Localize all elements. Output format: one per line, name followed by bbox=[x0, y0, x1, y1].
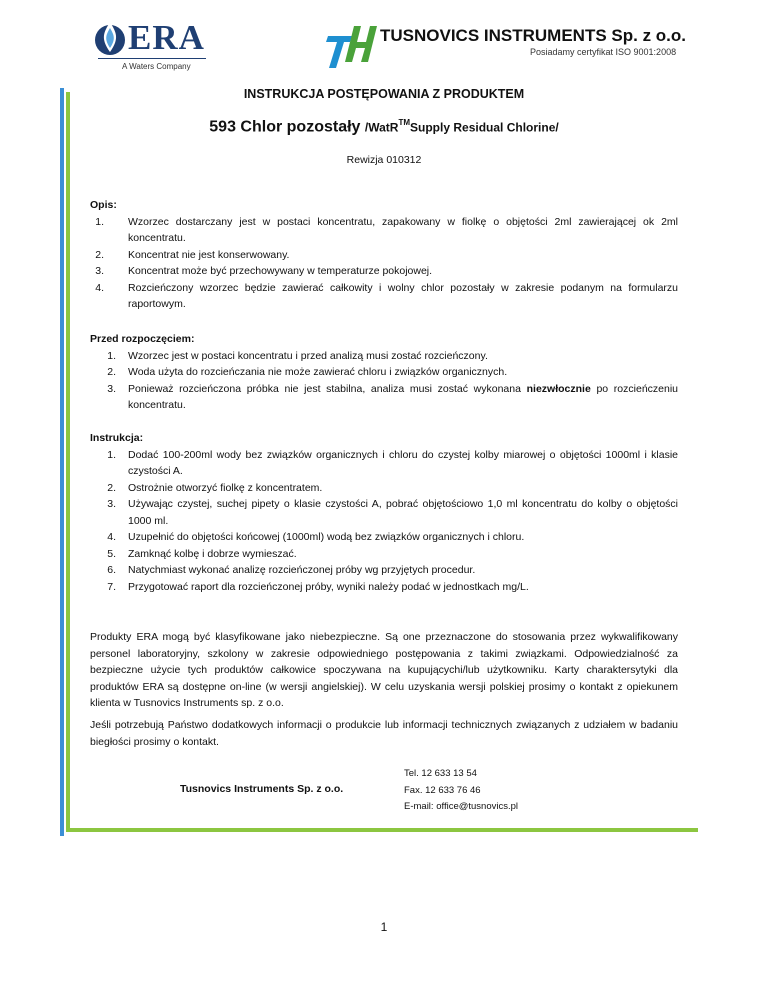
list-item: 4. Rozcieńczony wzorzec będzie zawierać całkowity i wolny chlor pozostały w zakresie podanym na formularzu raportowym. bbox=[95, 281, 678, 310]
left-blue-bar bbox=[60, 88, 64, 836]
list-item: 4. Uzupełnić do objętości końcowej (1000ml) wodą bez związków organicznych i chloru. bbox=[107, 531, 525, 543]
product-sub-part2: Supply Residual Chlorine/ bbox=[410, 120, 559, 135]
iso-certificate-text: Posiadamy certyfikat ISO 9001:2008 bbox=[530, 47, 677, 57]
list-item: 1. Dodać 100-200ml wody bez związków organicznych i chloru do czystej kolby miarowej o objętości 1000ml i klasie czystości A. bbox=[107, 448, 678, 477]
przed-heading: Przed rozpoczęciem: bbox=[90, 333, 195, 345]
product-sub-part1: /WatR bbox=[364, 120, 399, 135]
list-item: 5. Zamknąć kolbę i dobrze wymieszać. bbox=[107, 547, 297, 560]
document-title: INSTRUKCJA POSTĘPOWANIA Z PRODUKTEM bbox=[243, 87, 525, 101]
footer-email[interactable]: E-mail: office@tusnovics.pl bbox=[404, 801, 519, 812]
section-instrukcja bbox=[90, 430, 678, 595]
list-item: 1. Wzorzec dostarczany jest w postaci koncentratu, zapakowany w fiolkę o objętości 2ml zawierającej ok 2ml koncentratu. bbox=[95, 215, 678, 244]
disclaimer-paragraph: Produkty ERA mogą być klasyfikowane jako niebezpieczne. Są one przeznaczone do stosowania przez wykwalifikowany personel laboratoryjny, szkolony w zakresie odpowiedniego postępowania z takimi związkami. Odpowiedzialność za bezpieczne użycie tych produktów całkowice spoczywana na kupującychi/lub użytkowniku. Karty charaktersytyki dla produktów ERA są dostępne on-line (w wersji angielskiej). W celu uzyskania wersji polskiej prosimy o kontakt z opiekunem klienta w Tusnovics Instruments sp. z o.o. bbox=[90, 631, 678, 709]
list-item: 3. Używając czystej, suchej pipety o klasie czystości A, pobrać objętościowo 1,0 ml koncentratu do kolby o objętości 1000 ml. bbox=[107, 498, 678, 527]
tusnovics-company-name: TUSNOVICS INSTRUMENTS Sp. z o.o. bbox=[380, 26, 687, 45]
section-przed bbox=[90, 331, 678, 414]
list-item: 7. Przygotować raport dla rozcieńczonej próby, wyniki należy podać w jednostkach mg/L. bbox=[107, 580, 529, 593]
era-drop-logo-icon bbox=[94, 18, 126, 58]
opis-heading: Opis: bbox=[90, 199, 117, 211]
product-title bbox=[0, 118, 768, 136]
footer-fax: Fax. 12 633 76 46 bbox=[404, 784, 481, 796]
list-item: 1. Wzorzec jest w postaci koncentratu i przed analizą musi zostać rozcieńczony. bbox=[107, 349, 488, 362]
list-item: 2. Koncentrat nie jest konserwowany. bbox=[95, 248, 290, 261]
list-item: 2. Woda użyta do rozcieńczania nie może zawierać chloru i związków organicznych. bbox=[107, 366, 508, 378]
revision-label: Rewizja 010312 bbox=[346, 154, 422, 166]
section-opis bbox=[90, 197, 678, 313]
list-item: 6. Natychmiast wykonać analizę rozcieńczonej próby wg przyjętych procedur. bbox=[107, 564, 476, 576]
footer-company-name: Tusnovics Instruments Sp. z o.o. bbox=[180, 783, 344, 795]
trademark-mark: TM bbox=[398, 118, 411, 127]
footer-contact-block bbox=[404, 766, 518, 816]
list-item: 3. Ponieważ rozcieńczona próbka nie jest stabilna, analiza musi zostać wykonana niezwłocznie po rozcieńczeniu koncentratu. bbox=[107, 382, 679, 411]
tusnovics-th-logo-icon bbox=[322, 22, 382, 72]
left-green-bar bbox=[66, 92, 70, 832]
era-logo-underline bbox=[98, 58, 206, 59]
contact-paragraph: Jeśli potrzebują Państwo dodatkowych informacji o produkcie lub informacji technicznych związanych z udziałem w badaniu biegłości prosimy o kontakt. bbox=[90, 719, 678, 748]
era-tagline: A Waters Company bbox=[122, 62, 191, 71]
bottom-green-bar bbox=[66, 828, 698, 832]
era-logo-text: ERA bbox=[128, 18, 205, 57]
product-main-name: 593 Chlor pozostały bbox=[209, 118, 361, 136]
przed-list bbox=[90, 348, 678, 414]
list-item: 3. Koncentrat może być przechowywany w temperaturze pokojowej. bbox=[95, 265, 433, 277]
footer-phone: Tel. 12 633 13 54 bbox=[404, 768, 477, 779]
opis-list bbox=[90, 214, 678, 313]
page-number: 1 bbox=[380, 920, 388, 934]
instrukcja-heading: Instrukcja: bbox=[90, 432, 144, 444]
instrukcja-list bbox=[90, 447, 678, 596]
list-item: 2. Ostrożnie otworzyć fiolkę z koncentratem. bbox=[107, 481, 323, 494]
